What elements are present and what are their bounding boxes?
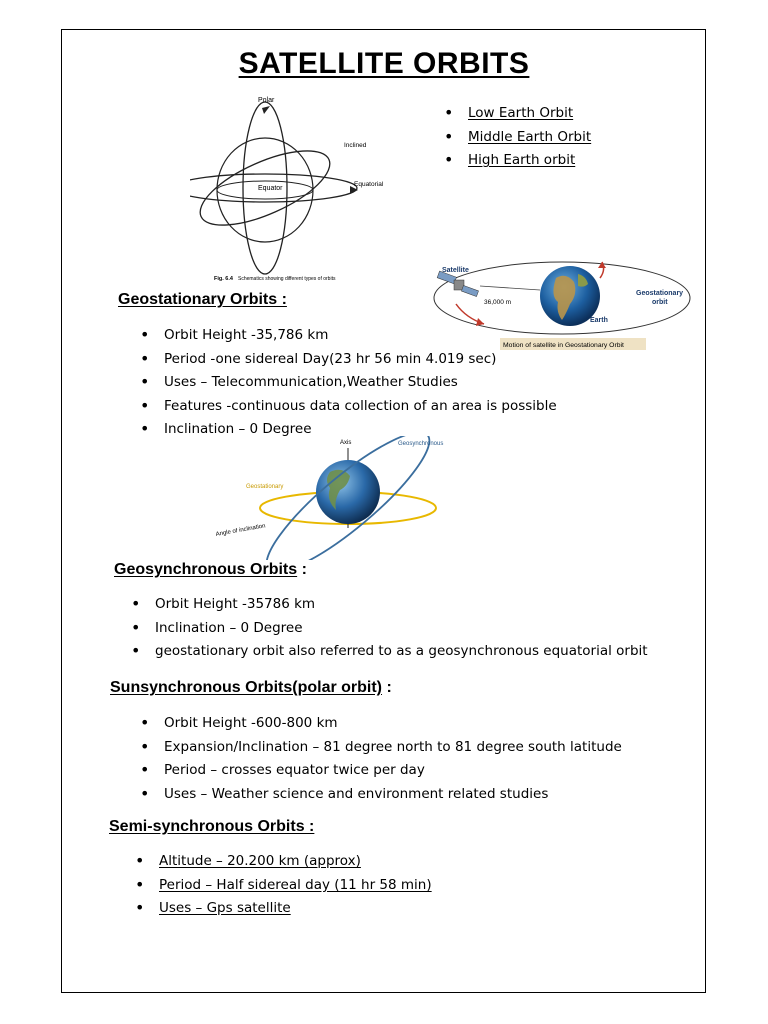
- satellite-label: Satellite: [442, 267, 469, 274]
- list-item: • Expansion/Inclination – 81 degree north to 81 degree south latitude: [136, 736, 622, 760]
- list-item: • Middle Earth Orbit: [440, 126, 591, 150]
- list-item: • Uses – Telecommunication,Weather Studies: [136, 371, 557, 395]
- polar-label: Polar: [258, 97, 275, 104]
- list-item: • Inclination – 0 Degree: [136, 418, 557, 442]
- orbit-types-figure: [190, 90, 390, 286]
- axis-label: Axis: [340, 440, 352, 446]
- orbit-label-1: Geostationary: [636, 290, 684, 297]
- geostationary-list: [136, 324, 557, 442]
- figure-caption-number: Fig. 6.4: [214, 276, 233, 282]
- sunsynchronous-list: [136, 712, 622, 806]
- orbit-types-list: [440, 102, 591, 173]
- distance-line: [480, 286, 540, 290]
- list-item: • Orbit Height -600-800 km: [136, 712, 622, 736]
- list-item: • High Earth orbit: [440, 149, 591, 173]
- equator-label: Equator: [258, 185, 283, 192]
- sunsynchronous-heading: Sunsynchronous Orbits(polar orbit) :: [110, 679, 392, 696]
- inclined-label: Inclined: [344, 142, 367, 149]
- semisynchronous-list: [131, 850, 432, 921]
- list-item: • Orbit Height -35786 km: [127, 593, 648, 617]
- equatorial-label: Equatorial: [354, 181, 384, 188]
- page-title: SATELLITE ORBITS: [238, 47, 530, 80]
- list-item: • Low Earth Orbit: [440, 102, 591, 126]
- geosynchronous-label: Geosynchronous: [398, 441, 444, 447]
- rotation-arrow-head: [598, 262, 606, 268]
- distance-label: 36,000 m: [484, 299, 512, 306]
- polar-arrow: [262, 106, 270, 114]
- geosynchronous-list: [127, 593, 648, 664]
- list-item: • Period -one sidereal Day(23 hr 56 min 4.019 sec): [136, 348, 557, 372]
- list-item: • Altitude – 20.200 km (approx): [131, 850, 432, 874]
- geosynchronous-heading: Geosynchronous Orbits :: [114, 561, 307, 578]
- list-item: • Uses – Gps satellite: [131, 897, 432, 921]
- angle-label: Angle of inclination: [215, 523, 266, 538]
- orbit-label-2: orbit: [652, 299, 668, 306]
- list-item: • Features -continuous data collection of an area is possible: [136, 395, 557, 419]
- geostationary-label: Geostationary: [246, 484, 284, 490]
- list-item: • Uses – Weather science and environment related studies: [136, 783, 622, 807]
- figure-caption: Schematics showing different types of orbits: [238, 276, 336, 282]
- list-item: • Orbit Height -35,786 km: [136, 324, 557, 348]
- list-item: • Inclination – 0 Degree: [127, 617, 648, 641]
- semisynchronous-heading: Semi-synchronous Orbits :: [109, 818, 315, 835]
- list-item: • Period – crosses equator twice per day: [136, 759, 622, 783]
- list-item: • geostationary orbit also referred to as a geosynchronous equatorial orbit: [127, 640, 648, 664]
- earth-label: Earth: [590, 317, 608, 324]
- geosynchronous-figure: [210, 436, 480, 560]
- geostationary-heading: Geostationary Orbits :: [118, 291, 287, 308]
- list-item: • Period – Half sidereal day (11 hr 58 min): [131, 874, 432, 898]
- figure-caption: Motion of satellite in Geostationary Orbit: [503, 342, 624, 349]
